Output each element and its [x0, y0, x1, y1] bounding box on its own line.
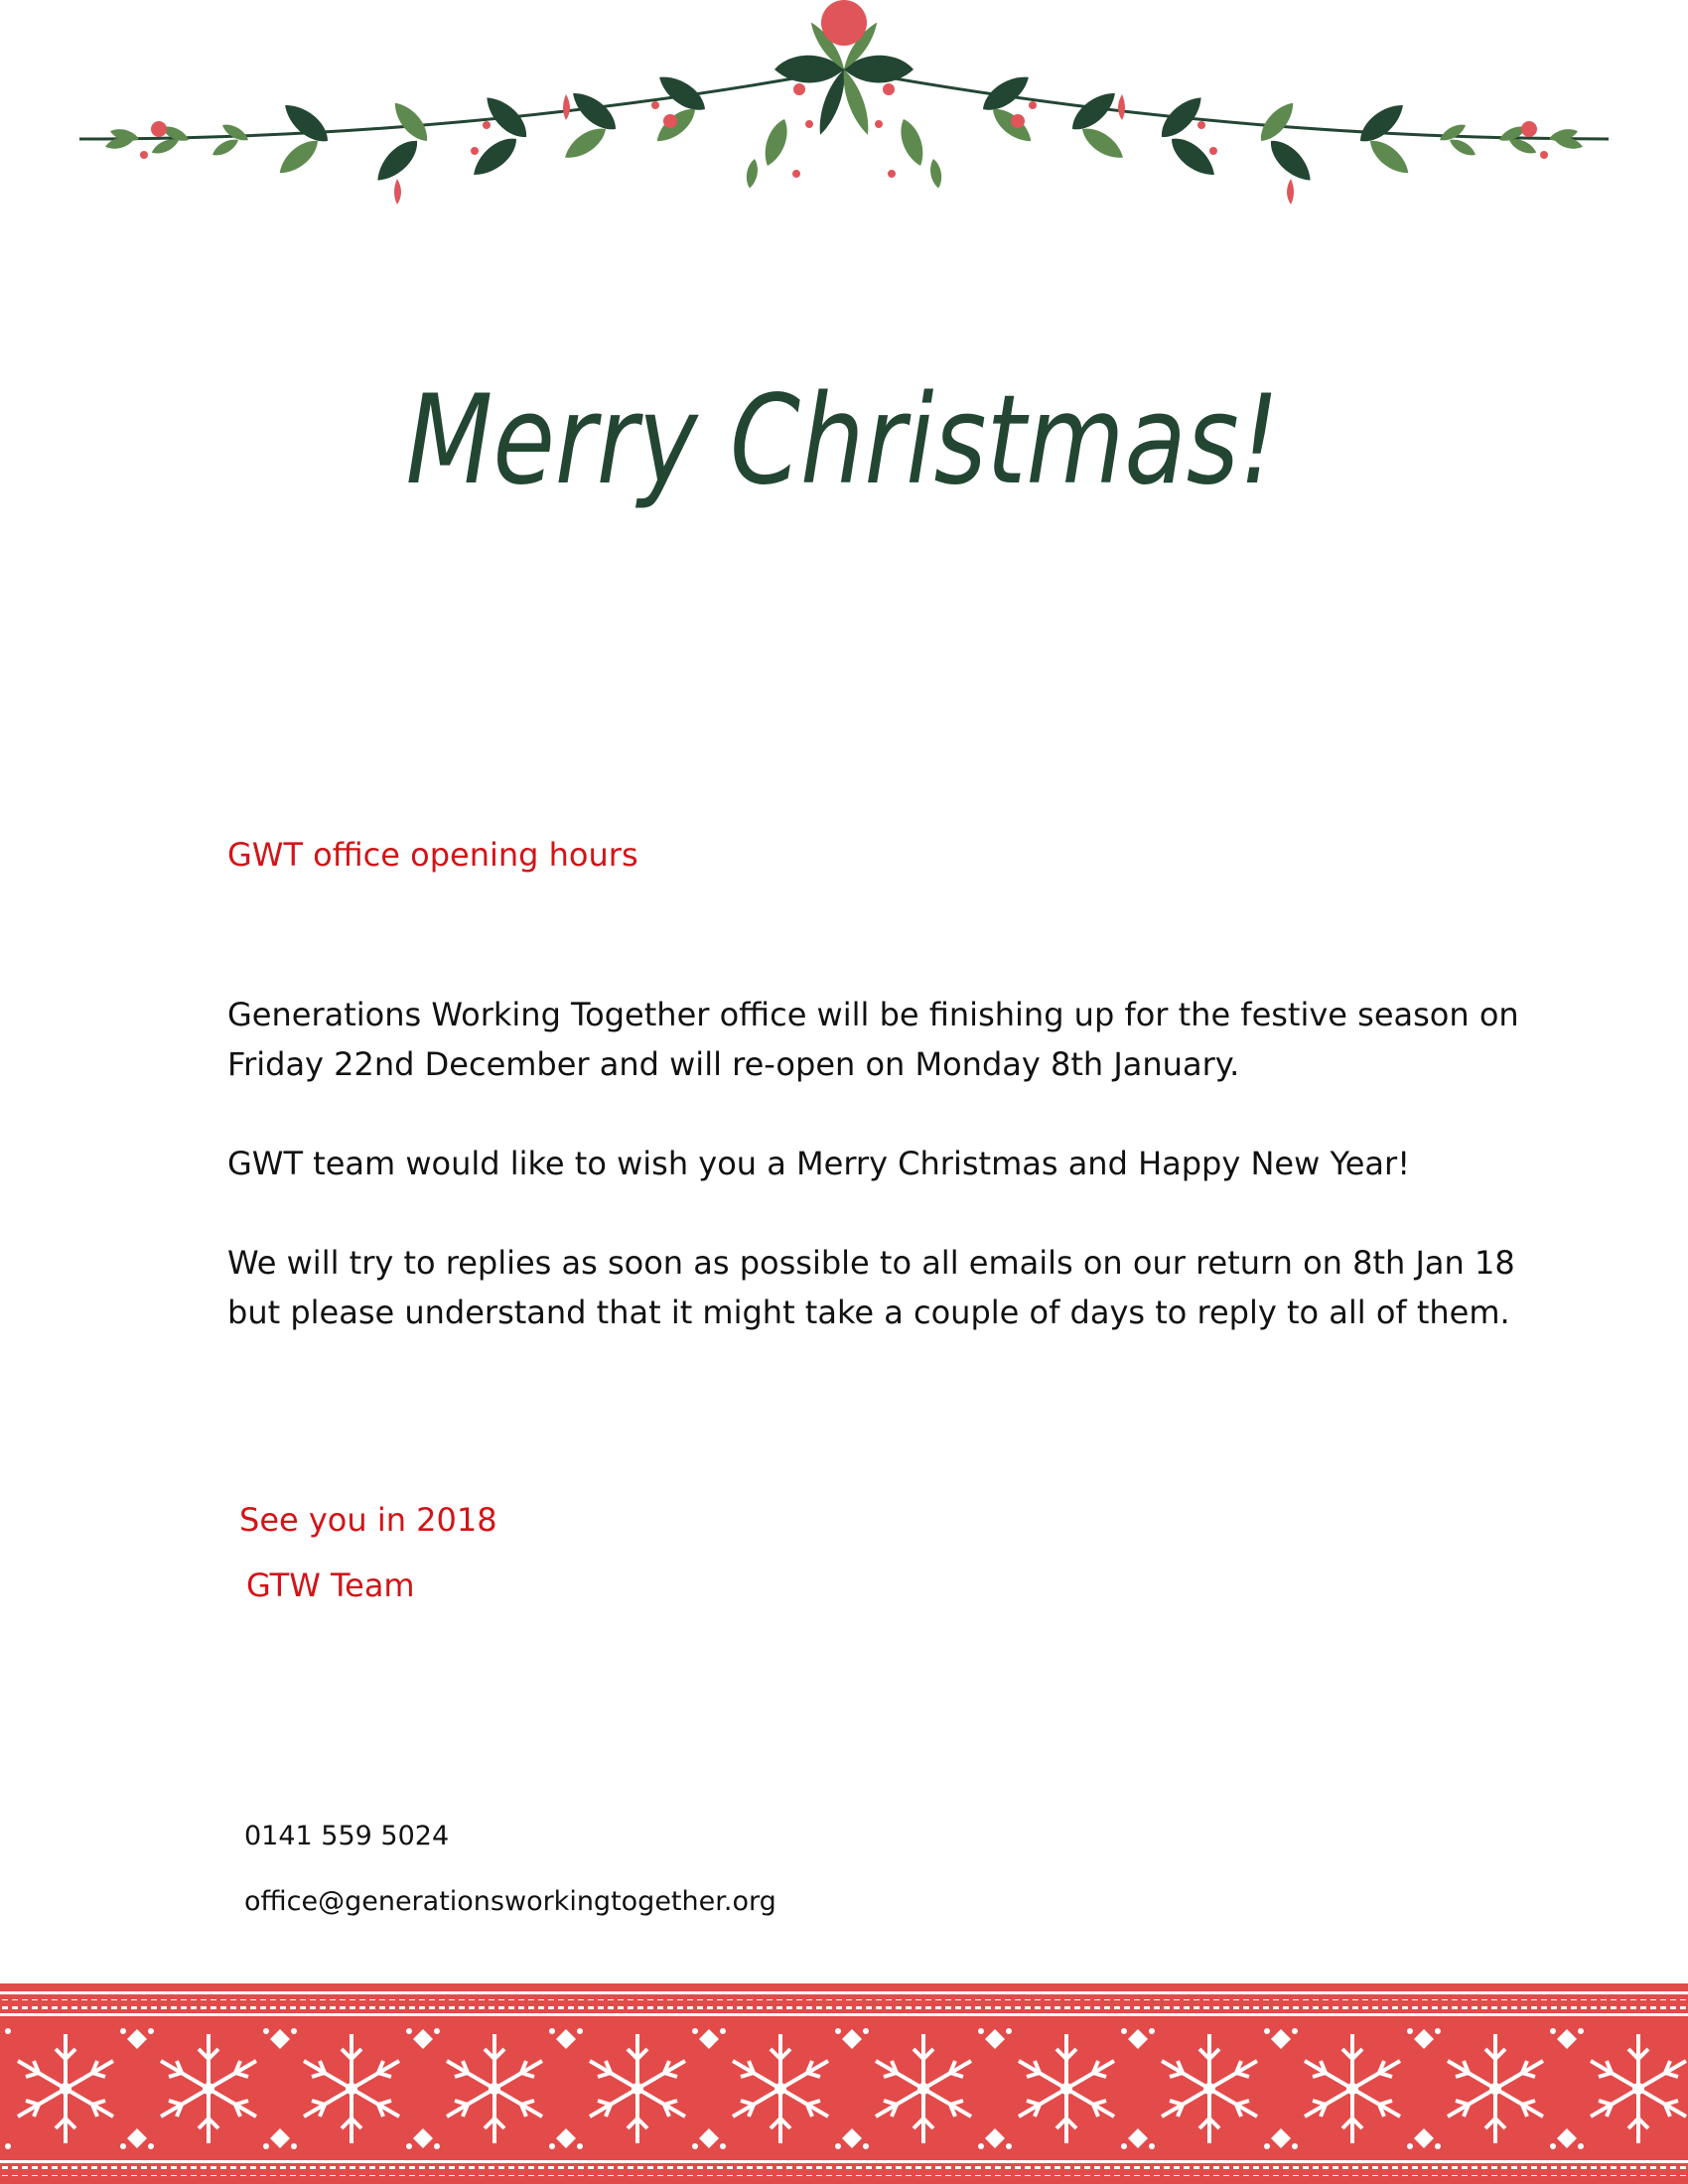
- holly-garland-illustration: [0, 0, 1688, 328]
- card-title: Merry Christmas!: [405, 369, 1280, 512]
- nordic-snowflake-border-pattern: [0, 1983, 1688, 2184]
- paragraph-greeting: GWT team would like to wish you a Merry Christmas and Happy New Year!: [227, 1145, 1411, 1182]
- signoff-line: See you in 2018: [239, 1501, 497, 1539]
- contact-email: office@generationsworkingtogether.org: [244, 1886, 776, 1917]
- contact-phone: 0141 559 5024: [244, 1821, 450, 1851]
- paragraph-email-reply: We will try to replies as soon as possible to all emails on our return on 8th Jan 18 but please understand that it might take a couple of days to reply to all of them.: [227, 1244, 1515, 1331]
- paragraph-closing-dates: Generations Working Together office will be finishing up for the festive season on Friday 22nd December and will re-open on Monday 8th January.: [227, 996, 1519, 1083]
- opening-hours-heading: GWT office opening hours: [227, 836, 638, 874]
- signoff-team: GTW Team: [246, 1567, 415, 1604]
